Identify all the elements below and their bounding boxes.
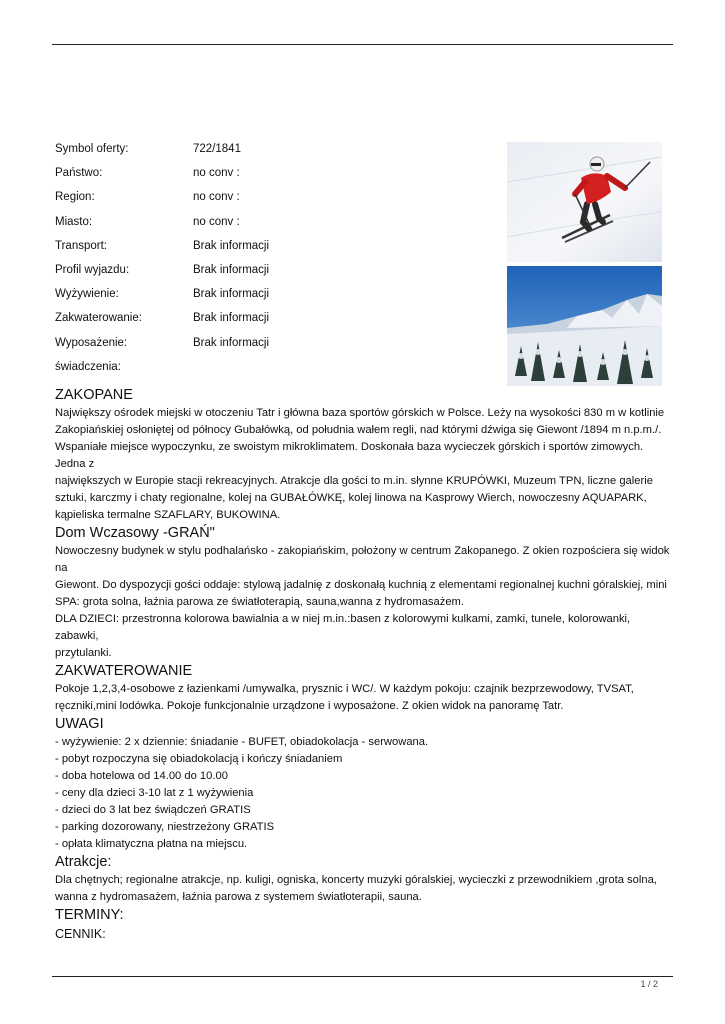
spec-row xyxy=(55,166,485,190)
spec-value: 722/1841 xyxy=(193,143,241,155)
spec-label: Państwo: xyxy=(55,167,103,180)
paragraph-line: DLA DZIECI: przestronna kolorowa bawialnia a w niej m.in.:basen z kolorowymi kulkami, zamki, tunele, kolorowanki, zabawki, xyxy=(55,613,631,642)
paragraph-line: SPA: grota solna, łaźnia parowa ze światłoterapią, sauna,wanna z hydromasażem. xyxy=(55,596,464,608)
spec-row xyxy=(55,360,485,384)
spec-label: świadczenia: xyxy=(55,360,121,373)
spec-value: Brak informacji xyxy=(193,312,270,325)
list-item: - wyżywienie: 2 x dziennie: śniadanie - BUFET, obiadokolacja - serwowana. xyxy=(55,736,429,748)
list-item: - pobyt rozpoczyna się obiadokolacją i kończy śniadaniem xyxy=(55,753,343,765)
spec-row xyxy=(55,190,485,214)
spec-value: Brak informacji xyxy=(193,263,270,276)
paragraph-line: kąpieliska termalne SZAFLARY, BUKOWINA. xyxy=(55,509,281,521)
bottom-rule xyxy=(52,976,673,977)
paragraph-line: Wspaniałe miejsce wypoczynku, ze swoistym mikroklimatem. Doskonała baza wycieczek górskich i sportów zimowych. Jedna z xyxy=(55,441,644,470)
spec-label: Region: xyxy=(55,191,95,204)
spec-label: Transport: xyxy=(55,239,107,252)
paragraph-line: wanna z hydromasażem, łaźnia parowa z systemem światłoterapii, sauna. xyxy=(55,891,422,903)
spec-value: no conv : xyxy=(193,191,240,204)
top-rule xyxy=(52,44,673,45)
section-heading-terminy: TERMINY: xyxy=(55,907,124,923)
list-item: - opłata klimatyczna płatna na miejscu. xyxy=(55,838,248,850)
spec-row xyxy=(55,311,485,335)
skier-photo xyxy=(507,142,662,262)
section-heading-zakopane: ZAKOPANE xyxy=(55,387,133,403)
spec-row xyxy=(55,215,485,239)
page-number: 1 / 2 xyxy=(640,979,658,989)
spec-label: Wyżywienie: xyxy=(55,288,119,301)
list-item: - ceny dla dzieci 3-10 lat z 1 wyżywienia xyxy=(55,787,254,799)
spec-value: no conv : xyxy=(193,215,240,228)
spec-label: Wyposażenie: xyxy=(55,336,128,349)
offer-spec-table xyxy=(55,142,485,384)
paragraph-line: największych w Europie stacji rekreacyjnych. Atrakcje dla gości to m.in. słynne KRUPÓWKI, Muzeum TPN, liczne galerie xyxy=(55,475,653,487)
spec-label: Miasto: xyxy=(55,215,93,228)
spec-value: no conv : xyxy=(193,167,240,180)
paragraph-line: Giewont. Do dyspozycji gości oddaje: stylową jadalnię z doskonałą kuchnią z elementami regionalnej kuchni góralskiej, mini xyxy=(55,579,667,591)
spec-row xyxy=(55,287,485,311)
spec-label: Symbol oferty: xyxy=(55,143,129,155)
spec-row xyxy=(55,263,485,287)
list-item: - doba hotelowa od 14.00 do 10.00 xyxy=(55,770,228,782)
spec-value: Brak informacji xyxy=(193,239,270,252)
spec-row xyxy=(55,336,485,360)
list-item: - parking dozorowany, niestrzeżony GRATIS xyxy=(55,821,275,833)
spec-value: Brak informacji xyxy=(193,288,270,301)
paragraph-line: sztuki, karczmy i chaty regionalne, kolej na GUBAŁÓWKĘ, kolej linowa na Kasprowy Wierch, nowoczesny AQUAPARK, xyxy=(55,492,647,504)
spec-label: Profil wyjazdu: xyxy=(55,263,130,276)
spec-label: Zakwaterowanie: xyxy=(55,312,142,325)
section-heading-cennik: CENNIK: xyxy=(55,927,106,941)
section-heading-atrakcje: Atrakcje: xyxy=(55,854,112,870)
paragraph-line: Nowoczesny budynek w stylu podhalańsko - zakopiańskim, położony w centrum Zakopanego. Z okien rozpościera się widok na xyxy=(55,545,670,574)
offer-description xyxy=(55,386,675,944)
paragraph-line: Zakopiańskiej osłoniętej od północy Gubałówką, od południa wałem regli, nad którymi dźwiga się Giewont /1894 m n.p.m./. xyxy=(55,424,662,436)
paragraph-line: przytulanki. xyxy=(55,647,112,659)
section-heading-uwagi: UWAGI xyxy=(55,716,104,732)
paragraph-line: Dla chętnych; regionalne atrakcje, np. kuligi, ogniska, koncerty muzyki góralskiej, wycieczki z przewodnikiem ,grota solna, xyxy=(55,874,657,886)
paragraph-line: Największy ośrodek miejski w otoczeniu Tatr i główna baza sportów górskich w Polsce. Leży na wysokości 830 m w kotlinie xyxy=(55,407,665,419)
paragraph-line: ręczniki,mini lodówka. Pokoje funkcjonalnie urządzone i wyposażone. Z okien widok na panoramę Tatr. xyxy=(55,700,564,712)
list-item: - dzieci do 3 lat bez świądczeń GRATIS xyxy=(55,804,251,816)
tatra-mountains-photo xyxy=(507,266,662,386)
spec-row xyxy=(55,239,485,263)
spec-row xyxy=(55,142,485,166)
section-heading-dom-wczasowy: Dom Wczasowy -GRAŃ" xyxy=(55,525,215,541)
paragraph-line: Pokoje 1,2,3,4-osobowe z łazienkami /umywalka, prysznic i WC/. W każdym pokoju: czajnik bezprzewodowy, TVSAT, xyxy=(55,683,634,695)
spec-value: Brak informacji xyxy=(193,336,270,349)
section-heading-zakwaterowanie: ZAKWATEROWANIE xyxy=(55,663,193,679)
